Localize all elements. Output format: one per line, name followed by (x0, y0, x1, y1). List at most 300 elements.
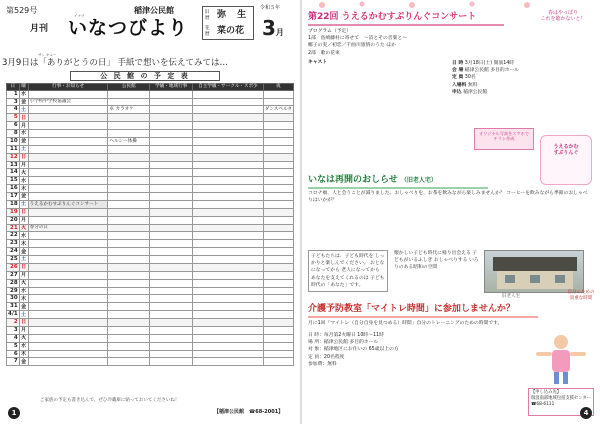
circle-cell (193, 185, 263, 193)
day-cell: 21 (7, 224, 20, 232)
night-cell (263, 208, 293, 216)
circle-cell (193, 130, 263, 138)
issue-number: 第529号 (6, 6, 38, 15)
weekday-cell: 土 (21, 146, 27, 153)
night-cell (263, 358, 293, 366)
hall-cell (108, 193, 150, 201)
schedule-row (7, 263, 294, 271)
kaigo-badge: 自分のための 貴重な時間 (567, 290, 595, 301)
local-cell (150, 256, 193, 264)
local-cell (150, 350, 193, 358)
schedule-row (7, 271, 294, 279)
weekday-cell: 月 (21, 122, 27, 129)
event-cell (28, 90, 108, 98)
day-cell: 8 (7, 130, 20, 138)
detail-fee (452, 82, 536, 89)
night-cell (263, 350, 293, 358)
lead-ruby: サン キュー (38, 53, 57, 57)
circle-cell (193, 319, 263, 327)
col-weekday: 曜 (19, 84, 28, 91)
weekday-cell: 水 (21, 287, 27, 294)
schedule-row (7, 216, 294, 224)
event-cell (28, 161, 108, 169)
day-cell: 6 (7, 122, 20, 130)
event-cell (28, 326, 108, 334)
event-cell (28, 319, 108, 327)
day-cell: 6 (7, 350, 20, 358)
day-cell: 18 (7, 200, 20, 208)
night-cell (263, 248, 293, 256)
night-cell (263, 114, 293, 122)
circle-cell (193, 208, 263, 216)
photo-window (530, 275, 540, 283)
hall-cell (108, 248, 150, 256)
circle-cell (193, 232, 263, 240)
heading-underline (308, 24, 504, 26)
inazu-subtitle: （旧老人宅） (400, 177, 437, 184)
day-cell: 29 (7, 287, 20, 295)
day-cell: 15 (7, 177, 20, 185)
circle-cell (193, 224, 263, 232)
weekday-cell: 火 (21, 224, 27, 231)
date-label: 日 時 (452, 61, 464, 66)
night-cell (263, 279, 293, 287)
day-cell: 16 (7, 185, 20, 193)
kaigo-details (308, 332, 518, 368)
local-cell (150, 271, 193, 279)
weekday-cell: 土 (21, 201, 27, 208)
night-cell (263, 256, 293, 264)
event-cell (28, 279, 108, 287)
weekday-cell: 火 (21, 169, 27, 176)
circle-cell (193, 279, 263, 287)
schedule-body (7, 90, 294, 366)
hall-cell (108, 161, 150, 169)
event-cell (28, 342, 108, 350)
event-cell (28, 334, 108, 342)
hall-cell (108, 177, 150, 185)
schedule-row (7, 326, 294, 334)
local-cell (150, 224, 193, 232)
night-cell (263, 200, 293, 208)
day-cell: 31 (7, 303, 20, 311)
hall-cell (108, 153, 150, 161)
hall-cell (108, 208, 150, 216)
local-cell (150, 358, 193, 366)
col-hall: 公民館 (108, 84, 150, 91)
kaigo-intro: 月に1回「マイトレ（自分自身を見つめる）時間」自分のトレーニングのための時間です。 (308, 321, 503, 326)
concert-badge: うえるかむ すぷりんぐ (540, 135, 592, 185)
night-cell (263, 193, 293, 201)
circle-cell (193, 240, 263, 248)
night-cell (263, 287, 293, 295)
weekday-cell: 日 (21, 114, 27, 121)
local-cell (150, 326, 193, 334)
venue-label: 会 場 (452, 68, 464, 74)
hall-cell (108, 326, 150, 334)
concert-title: うえるかむすぷりんぐコンサート (341, 12, 477, 22)
photo-window (555, 275, 565, 283)
schedule-row (7, 114, 294, 122)
local-cell (150, 232, 193, 240)
hall-cell (108, 122, 150, 130)
hall-cell (108, 200, 150, 208)
night-cell (263, 326, 293, 334)
night-cell (263, 185, 293, 193)
apply-label: 申込 (452, 89, 462, 95)
inazu-title: いなは再開のおしらせ (308, 175, 398, 185)
schedule-row (7, 256, 294, 264)
schedule-row (7, 98, 294, 106)
kaigo-item-5: 参加費：無料 (308, 361, 337, 367)
schedule-row (7, 208, 294, 216)
event-cell (28, 271, 108, 279)
concert-number: 第22回 (308, 12, 339, 22)
event-cell (28, 295, 108, 303)
local-cell (150, 98, 193, 106)
monthly-label: 月刊 (30, 24, 49, 34)
night-cell (263, 224, 293, 232)
day-cell: 1 (7, 90, 20, 98)
weekday-cell: 月 (21, 161, 27, 168)
era-year: 令和５年 (260, 5, 281, 11)
hall-cell (108, 342, 150, 350)
night-cell (263, 271, 293, 279)
schedule-row (7, 358, 294, 366)
kaigo-heading (308, 304, 538, 318)
publisher-name: 稲津公民館 (134, 6, 174, 15)
inazu-body: コロナ禍、人と会うことが減りました。おしゃべりを、お茶を飲みながら楽しみませんか？ コーヒーを飲みながら季節のおしゃべりはいかが？ (308, 191, 588, 204)
event-cell (28, 169, 108, 177)
schedule-row (7, 130, 294, 138)
circle-cell (193, 303, 263, 311)
night-cell (263, 311, 293, 319)
kaigo-title: 介護予防教室「マイトレ時間」に参加しませんか？ (308, 304, 515, 314)
day-cell: 22 (7, 232, 20, 240)
event-cell (28, 240, 108, 248)
weekday-cell: 土 (21, 256, 27, 263)
circle-cell (193, 295, 263, 303)
circle-cell (193, 326, 263, 334)
kaigo-item-2: 場 所：稲津公民館 多目的ホール (308, 340, 379, 346)
circle-cell (193, 334, 263, 342)
col-night: 夜 (263, 84, 293, 91)
night-cell (263, 319, 293, 327)
hall-cell (108, 303, 150, 311)
schedule-row (7, 287, 294, 295)
hall-cell (108, 263, 150, 271)
circle-cell (193, 137, 263, 145)
detail-capacity (452, 74, 536, 81)
program-line-3: 2部 歌の花束 (308, 50, 340, 56)
night-cell (263, 161, 293, 169)
night-cell (263, 303, 293, 311)
schedule-row (7, 240, 294, 248)
local-cell (150, 193, 193, 201)
schedule-row (7, 106, 294, 114)
inazu-heading (308, 175, 488, 189)
weekday-cell: 木 (21, 185, 27, 192)
hall-cell (108, 319, 150, 327)
day-cell: 17 (7, 193, 20, 201)
hall-cell (108, 90, 150, 98)
event-cell: うえるかむすぷりんぐコンサート (28, 200, 108, 208)
schedule-row (7, 319, 294, 327)
day-cell: 2 (7, 319, 20, 327)
program-line-1: 1部 島崎藤村に寄せて ～詩とその音楽と～ (308, 36, 407, 42)
night-cell: ダンスベルタ (264, 107, 292, 113)
circle-cell (193, 358, 263, 366)
day-cell: 3 (7, 326, 20, 334)
schedule-row (7, 137, 294, 145)
day-cell: 13 (7, 161, 20, 169)
local-cell (150, 137, 193, 145)
local-cell (150, 169, 193, 177)
schedule-row (7, 145, 294, 153)
hall-cell (108, 114, 150, 122)
day-cell: 3 (7, 98, 20, 106)
photo-window (505, 275, 515, 283)
local-cell (150, 240, 193, 248)
local-cell (150, 248, 193, 256)
hall-cell (108, 216, 150, 224)
local-cell (150, 311, 193, 319)
schedule-header-row (7, 84, 294, 91)
event-cell (28, 208, 108, 216)
hall-cell (108, 358, 150, 366)
contact-label: 【申し込み先】 (531, 390, 562, 395)
schedule-table (6, 83, 294, 366)
schedule-row (7, 279, 294, 287)
day-cell: 14 (7, 169, 20, 177)
circle-cell (193, 287, 263, 295)
apply-value: 稲津公民館 (463, 89, 488, 95)
weekday-cell: 金 (21, 138, 27, 145)
weekday-cell: 月 (21, 217, 27, 224)
day-cell: 4/1 (8, 311, 18, 318)
hall-cell: 卓 カラオケ (108, 106, 150, 114)
day-cell: 25 (7, 256, 20, 264)
schedule-row (7, 295, 294, 303)
circle-cell (193, 350, 263, 358)
circle-cell (193, 153, 263, 161)
circle-cell (193, 200, 263, 208)
schedule-row (7, 311, 294, 319)
hall-cell (108, 185, 150, 193)
schedule-row (7, 334, 294, 342)
day-cell: 10 (7, 137, 20, 145)
weekday-cell: 金 (21, 193, 27, 200)
event-cell (28, 216, 108, 224)
photo-caption: 旧老人宅 (502, 294, 520, 299)
weekday-cell: 日 (21, 319, 27, 326)
season-box (202, 6, 254, 40)
schedule-row (7, 169, 294, 177)
kaigo-item-3: 対 象：稲津地区にお住いの 65歳以上の方 (308, 347, 399, 353)
inazu-poem: 子どもたちは、子ども時代を しっかりと楽しんでください。 おとなになってから 老人になってから あなたを支えてくれるのは 子ども時代の「あなた」です。 (308, 250, 388, 292)
schedule-row (7, 224, 294, 232)
schedule-row (7, 342, 294, 350)
weekday-cell: 水 (21, 177, 27, 184)
hall-cell (108, 256, 150, 264)
event-cell (28, 153, 108, 161)
day-cell: 5 (7, 342, 20, 350)
weekday-cell: 木 (21, 295, 27, 302)
kaigo-item-1: 日 時：毎月第2火曜日 10時～11時 (308, 333, 384, 338)
event-cell (28, 263, 108, 271)
hall-cell (108, 334, 150, 342)
schedule-row (7, 350, 294, 358)
hall-cell (108, 279, 150, 287)
fee-label: 入場料 (452, 82, 467, 88)
back-page (302, 0, 600, 424)
weekday-cell: 月 (21, 272, 27, 279)
col-circle: 自主学級・サークル・スポ少 (193, 84, 263, 91)
lead-text: 3月9日は「ありがとうの日」 手紙で想いを伝えてみては… (2, 58, 229, 68)
circle-cell (193, 256, 263, 264)
hall-cell (108, 224, 150, 232)
day-cell: 19 (7, 208, 20, 216)
photo-flyer-ribbon: オリジナル写真をスマホで チラシ作成 (474, 128, 534, 150)
circle-cell (193, 98, 263, 106)
hall-cell (108, 350, 150, 358)
local-cell (150, 342, 193, 350)
masthead (6, 4, 294, 48)
detail-date (452, 60, 536, 67)
schedule-row (7, 90, 294, 98)
local-cell (150, 279, 193, 287)
local-cell (150, 216, 193, 224)
weekday-cell: 金 (21, 303, 27, 310)
venue-value: 稲津公民館 多目的ホール (464, 68, 519, 74)
weekday-cell: 木 (21, 350, 27, 357)
local-cell (150, 185, 193, 193)
kaigo-underline (308, 316, 538, 318)
local-cell (150, 208, 193, 216)
circle-cell (193, 90, 263, 98)
circle-cell (193, 114, 263, 122)
weekday-cell: 金 (21, 98, 27, 105)
event-cell (28, 287, 108, 295)
event-cell (28, 137, 108, 145)
day-cell: 11 (7, 145, 20, 153)
col-event: 行事・お知らせ (28, 84, 108, 91)
local-cell (150, 90, 193, 98)
local-cell (150, 106, 193, 114)
circle-cell (193, 342, 263, 350)
day-cell: 4 (7, 106, 20, 114)
capacity-label: 定 員 (452, 75, 464, 81)
hall-cell (108, 287, 150, 295)
col-local: 学級・地域行事 (150, 84, 193, 91)
night-cell (263, 122, 293, 130)
col-day: 日 (7, 84, 20, 91)
weekday-cell: 月 (21, 327, 27, 334)
hall-cell (108, 130, 150, 138)
local-cell (150, 177, 193, 185)
hall-cell (108, 98, 150, 106)
page-number-left: 1 (8, 407, 20, 419)
night-cell (263, 295, 293, 303)
event-cell (28, 248, 108, 256)
event-cell: 小学校中学校協議会 (28, 98, 108, 106)
schedule-row (7, 248, 294, 256)
detail-apply (452, 89, 536, 96)
event-cell (28, 358, 108, 366)
circle-cell (193, 248, 263, 256)
circle-cell (193, 177, 263, 185)
weekday-cell: 土 (21, 311, 27, 318)
kigo-label-bottom: 花暦 (205, 26, 210, 37)
circle-cell (193, 271, 263, 279)
schedule-row (7, 232, 294, 240)
night-cell (263, 342, 293, 350)
local-cell (150, 145, 193, 153)
weekday-cell: 火 (21, 280, 27, 287)
weekday-cell: 日 (21, 154, 27, 161)
day-cell: 23 (7, 240, 20, 248)
schedule-row (7, 185, 294, 193)
circle-cell (193, 145, 263, 153)
exercise-illustration (528, 328, 594, 386)
night-cell (263, 153, 293, 161)
night-cell (263, 98, 293, 106)
night-cell (263, 90, 293, 98)
day-cell: 7 (7, 358, 20, 366)
local-cell (150, 319, 193, 327)
schedule-row (7, 303, 294, 311)
circle-cell (193, 216, 263, 224)
event-cell (28, 106, 108, 114)
local-cell (150, 153, 193, 161)
day-cell: 24 (7, 248, 20, 256)
local-cell (150, 130, 193, 138)
event-cell (28, 177, 108, 185)
circle-cell (193, 311, 263, 319)
weekday-cell: 火 (21, 335, 27, 342)
hall-cell (108, 169, 150, 177)
newsletter-title: いなつびより (68, 17, 189, 39)
weekday-cell: 金 (21, 248, 27, 255)
detail-venue (452, 67, 536, 74)
circle-cell (193, 106, 263, 114)
schedule-row (7, 153, 294, 161)
day-cell: 27 (7, 271, 20, 279)
night-cell (263, 216, 293, 224)
month-unit: 月 (275, 28, 284, 37)
title-ruby: イナツ (74, 14, 85, 18)
local-cell (150, 263, 193, 271)
event-cell (28, 303, 108, 311)
day-cell: 5 (7, 114, 20, 122)
hall-cell: ヘルシー体操 (108, 137, 150, 145)
kaigo-item-4: 定 員：20名程度 (308, 354, 345, 360)
month-number: 3 (262, 16, 276, 40)
night-cell (263, 145, 293, 153)
hall-cell (108, 295, 150, 303)
circle-cell (193, 122, 263, 130)
schedule-title: 公 民 館 の 予 定 表 (70, 71, 220, 81)
local-cell (150, 295, 193, 303)
hall-cell (108, 232, 150, 240)
fee-value: 無料 (467, 82, 478, 88)
spring-callout: 春はやっぱり これを聴かないと！ (540, 10, 586, 22)
program-line-2: 椰子の実／初恋／千曲川旅情のうた ほか (308, 43, 396, 49)
weekday-cell: 水 (21, 91, 27, 98)
event-cell (28, 122, 108, 130)
night-cell (263, 240, 293, 248)
schedule-row (7, 193, 294, 201)
